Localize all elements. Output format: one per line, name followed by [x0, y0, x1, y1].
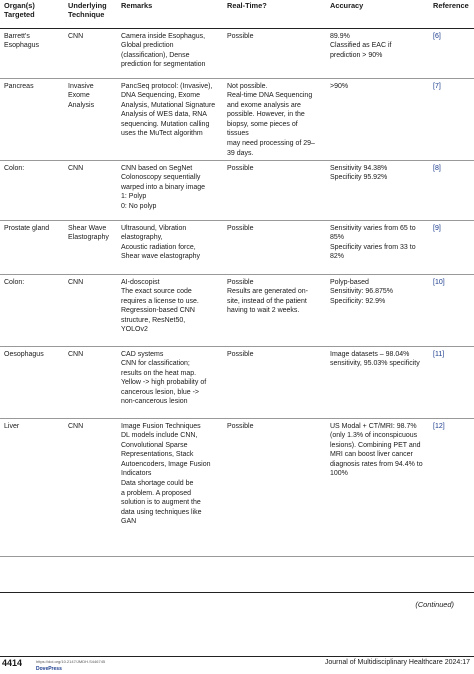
cell-organ: Colon:: [0, 160, 62, 220]
cell-realtime: Possible Results are generated on- site, instead of the patient having to wait 2 weeks.: [221, 274, 324, 346]
cell-reference[interactable]: [10]: [427, 274, 474, 346]
cell-technique: CNN: [62, 274, 115, 346]
cell-realtime: Possible: [221, 220, 324, 274]
journal-citation: Journal of Multidisciplinary Healthcare 2024:17: [324, 659, 470, 666]
table-row: [0, 28, 474, 78]
cell-technique: CNN: [62, 28, 115, 78]
continued-note: (Continued): [415, 600, 454, 609]
publisher-logo: DovePress: [36, 666, 62, 672]
footer-rule: [0, 656, 474, 657]
cell-organ: Barrett's Esophagus: [0, 28, 62, 78]
cell-accuracy: Sensitivity varies from 65 to 85% Specificity varies from 33 to 82%: [324, 220, 427, 274]
cell-organ: Pancreas: [0, 78, 62, 160]
cell-reference[interactable]: [11]: [427, 346, 474, 418]
cell-realtime: Possible: [221, 418, 324, 556]
table-row: [0, 160, 474, 220]
header-technique: Underlying Technique: [62, 0, 115, 28]
cell-accuracy: Image datasets – 98.04% sensitivity, 95.03% specificity: [324, 346, 427, 418]
cell-remarks: CAD systems CNN for classification; results on the heat map. Yellow -> high probability of cancerous lesion, blue -> non-cancerous lesion: [115, 346, 221, 418]
cell-remarks: Camera inside Esophagus, Global prediction (classification), Dense prediction for segmentation: [115, 28, 221, 78]
cell-accuracy: US Modal + CT/MRI: 98.7% (only 1.3% of inconspicuous lesions). Combining PET and MRI can boost liver cancer diagnosis rates from 94.4% to 100%: [324, 418, 427, 556]
cell-organ: Prostate gland: [0, 220, 62, 274]
cell-technique: CNN: [62, 418, 115, 556]
table-end-rule: [0, 592, 474, 593]
cell-reference[interactable]: [12]: [427, 418, 474, 556]
page-number: 4414: [2, 658, 23, 668]
cell-organ: Colon:: [0, 274, 62, 346]
table-row: [0, 220, 474, 274]
cell-remarks: Ultrasound, Vibration elastography, Acoustic radiation force, Shear wave elastography: [115, 220, 221, 274]
header-remarks: Remarks: [115, 0, 221, 28]
cell-realtime: Possible: [221, 28, 324, 78]
cell-remarks: PancSeq protocol: (Invasive), DNA Sequencing, Exome Analysis, Mutational Signature Analysis of WES data, RNA sequencing. Mutation calling uses the MuTect algorithm: [115, 78, 221, 160]
cell-remarks: AI-doscopist The exact source code requires a license to use. Regression-based CNN structure, ResNet50, YOLOv2: [115, 274, 221, 346]
cell-technique: Invasive Exome Analysis: [62, 78, 115, 160]
doi-link[interactable]: https://doi.org/10.2147/JMDH.S446745: [36, 659, 106, 664]
cell-realtime: Not possible. Real-time DNA Sequencing and exome analysis are possible. However, in the biopsy, some pieces of tissues may need processing of 29– 39 days.: [221, 78, 324, 160]
cell-technique: CNN: [62, 160, 115, 220]
table-row: [0, 274, 474, 346]
header-reference: Reference: [427, 0, 474, 28]
cell-remarks: CNN based on SegNet Colonoscopy sequentially warped into a binary image 1: Polyp 0: No polyp: [115, 160, 221, 220]
table-header-row: [0, 0, 474, 28]
cell-realtime: Possible: [221, 346, 324, 418]
cell-organ: Oesophagus: [0, 346, 62, 418]
header-accuracy: Accuracy: [324, 0, 427, 28]
cell-technique: CNN: [62, 346, 115, 418]
table-row: [0, 78, 474, 160]
page-footer: [0, 658, 474, 674]
cell-reference[interactable]: [9]: [427, 220, 474, 274]
cell-accuracy: 89.9% Classified as EAC if prediction > 90%: [324, 28, 427, 78]
header-realtime: Real-Time?: [221, 0, 324, 28]
cell-technique: Shear Wave Elastography: [62, 220, 115, 274]
cell-reference[interactable]: [6]: [427, 28, 474, 78]
cell-accuracy: Polyp-based Sensitivity: 96.875% Specificity: 92.9%: [324, 274, 427, 346]
cell-accuracy: >90%: [324, 78, 427, 160]
header-organ: Organ(s) Targeted: [0, 0, 62, 28]
table-row: [0, 346, 474, 418]
cell-reference[interactable]: [8]: [427, 160, 474, 220]
cell-remarks: Image Fusion Techniques DL models include CNN, Convolutional Sparse Representations, Stack Autoencoders, Image Fusion Indicators Data shortage could be a problem. A proposed solution is to augment the data using techniques like GAN: [115, 418, 221, 556]
cell-organ: Liver: [0, 418, 62, 556]
cell-reference[interactable]: [7]: [427, 78, 474, 160]
cell-accuracy: Sensitivity 94.38% Specificity 95.92%: [324, 160, 427, 220]
cell-realtime: Possible: [221, 160, 324, 220]
table-row: [0, 418, 474, 556]
